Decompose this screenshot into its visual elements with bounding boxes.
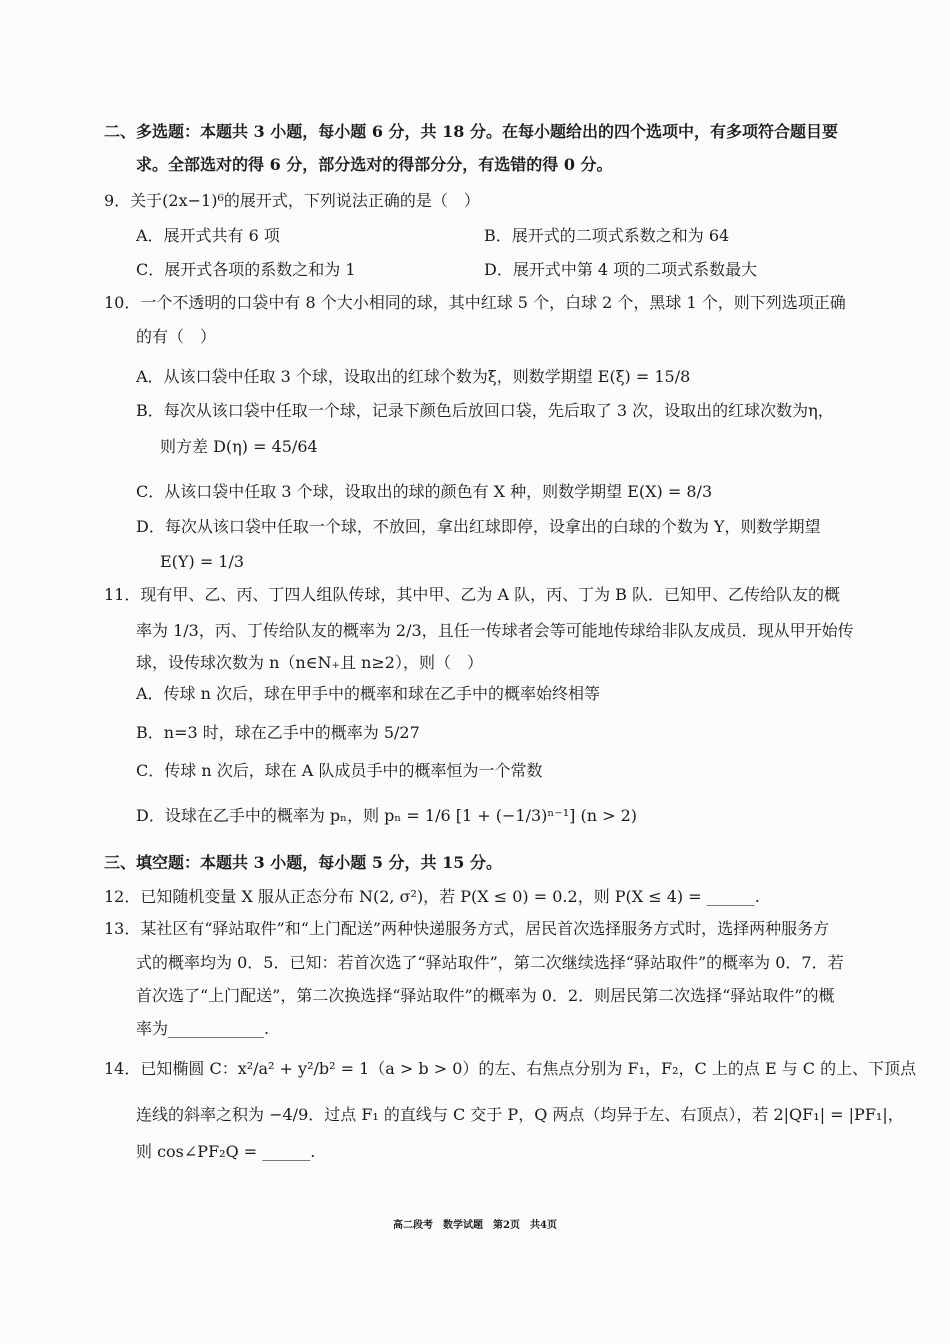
section2-heading-line1: 二、多选题：本题共 3 小题，每小题 6 分，共 18 分。在每小题给出的四个选项中，有多项符合题目要 — [104, 122, 838, 141]
q11-option-c: C．传球 n 次后，球在 A 队成员手中的概率恒为一个常数 — [136, 761, 543, 780]
q11-option-b: B．n=3 时，球在乙手中的概率为 5/27 — [136, 723, 420, 742]
q9-option-a: A．展开式共有 6 项 — [136, 226, 280, 245]
q13-line2: 式的概率均为 0．5．已知：若首次选了“驿站取件”，第二次继续选择“驿站取件”的概率为 0．7．若 — [136, 953, 844, 972]
q11-stem-line3: 球，设传球次数为 n（n∈N₊且 n≥2），则（ ） — [136, 653, 483, 672]
q10-option-c: C．从该口袋中任取 3 个球，设取出的球的颜色有 X 种，则数学期望 E(X) = 8/3 — [136, 482, 713, 501]
q11-stem-line1: 11．现有甲、乙、丙、丁四人组队传球，其中甲、乙为 A 队，丙、丁为 B 队．已知甲、乙传给队友的概 — [104, 585, 841, 604]
q14-line3: 则 cos∠PF₂Q = ______. — [136, 1142, 316, 1161]
q14-line1: 14．已知椭圆 C：x²/a² + y²/b² = 1（a > b > 0）的左、右焦点分别为 F₁，F₂，C 上的点 E 与 C 的上、下顶点 — [104, 1059, 917, 1078]
q10-option-a: A．从该口袋中任取 3 个球，设取出的红球个数为ξ，则数学期望 E(ξ) = 15/8 — [136, 367, 691, 386]
q10-option-b-line2: 则方差 D(η) = 45/64 — [160, 437, 318, 456]
q9-option-d: D．展开式中第 4 项的二项式系数最大 — [484, 260, 758, 279]
q10-option-b-line1: B．每次从该口袋中任取一个球，记录下颜色后放回口袋，先后取了 3 次，设取出的红球次数为η， — [136, 401, 834, 420]
q9-option-b: B．展开式的二项式系数之和为 64 — [484, 226, 730, 245]
section2-heading-line2: 求。全部选对的得 6 分，部分选对的得部分分，有选错的得 0 分。 — [136, 155, 613, 174]
q11-option-d: D．设球在乙手中的概率为 pₙ，则 pₙ = 1/6 [1 + (−1/3)ⁿ⁻¹] (n > 2) — [136, 806, 638, 825]
q10-option-d-line1: D．每次从该口袋中任取一个球，不放回，拿出红球即停，设拿出的白球的个数为 Y，则数学期望 — [136, 517, 821, 536]
q10-stem-line1: 10．一个不透明的口袋中有 8 个大小相同的球，其中红球 5 个，白球 2 个，黑球 1 个，则下列选项正确 — [104, 293, 846, 312]
q13-line3: 首次选了“上门配送”，第二次换选择“驿站取件”的概率为 0．2．则居民第二次选择“驿站取件”的概 — [136, 986, 835, 1005]
q9-option-c: C．展开式各项的系数之和为 1 — [136, 260, 356, 279]
q13-line1: 13．某社区有“驿站取件”和“上门配送”两种快递服务方式，居民首次选择服务方式时，选择两种服务方 — [104, 919, 830, 938]
q11-stem-line2: 率为 1/3，丙、丁传给队友的概率为 2/3，且任一传球者会等可能地传球给非队友成员．现从甲开始传 — [136, 621, 854, 640]
q9-stem: 9．关于(2x−1)⁶的展开式，下列说法正确的是（ ） — [104, 191, 480, 210]
q10-option-d-line2: E(Y) = 1/3 — [160, 552, 245, 571]
q13-line4: 率为____________. — [136, 1019, 270, 1038]
q14-line2: 连线的斜率之积为 −4/9．过点 F₁ 的直线与 C 交于 P，Q 两点（均异于左、右顶点），若 2|QF₁| = |PF₁|， — [136, 1105, 904, 1124]
page-footer: 高二段考 数学试题 第2页 共4页 — [393, 1220, 557, 1231]
q11-option-a: A．传球 n 次后，球在甲手中的概率和球在乙手中的概率始终相等 — [136, 684, 601, 703]
q10-stem-line2: 的有（ ） — [136, 327, 217, 346]
q12-stem: 12．已知随机变量 X 服从正态分布 N(2, σ²)，若 P(X ≤ 0) = 0.2，则 P(X ≤ 4) = ______. — [104, 887, 760, 906]
section3-heading: 三、填空题：本题共 3 小题，每小题 5 分，共 15 分。 — [104, 853, 502, 872]
